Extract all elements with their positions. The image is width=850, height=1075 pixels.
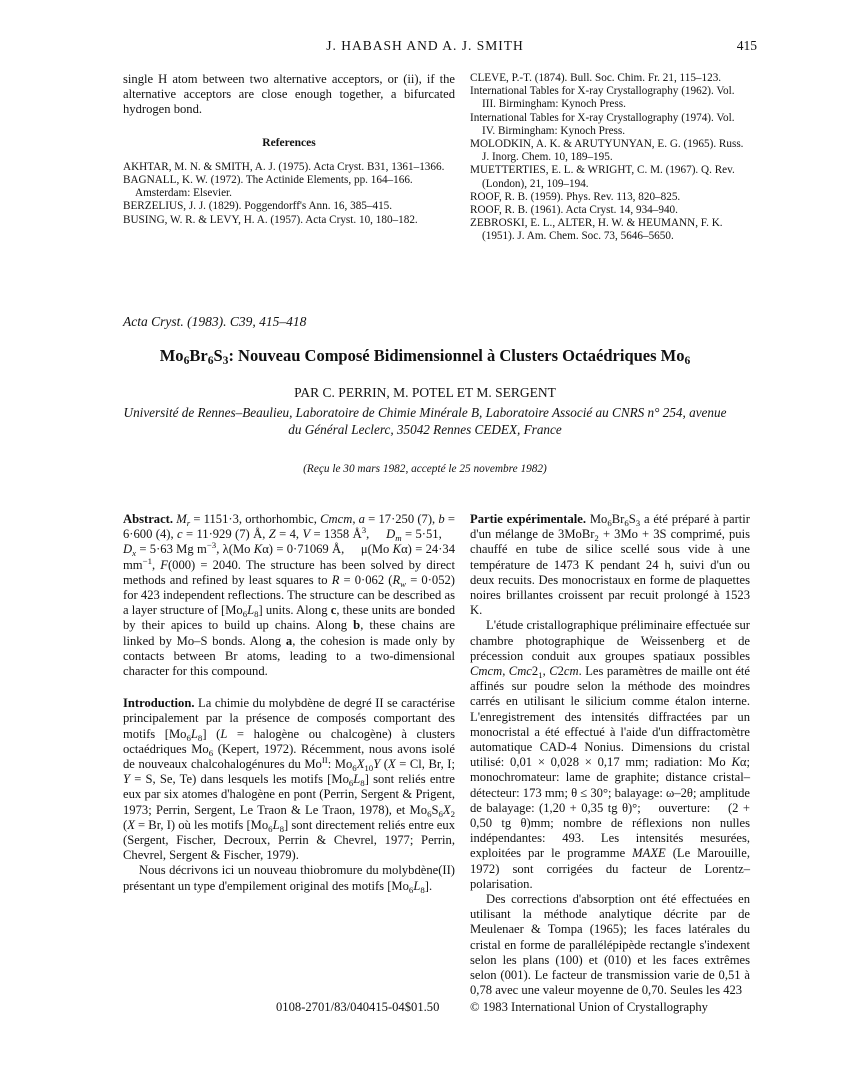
reference-item: International Tables for X-ray Crystallography (1974). Vol. IV. Birmingham: Kynoch Press.	[470, 111, 735, 137]
experimental-paragraph-3: Des corrections d'absorption ont été effectuées en utilisant la méthode analytique décrite par de Meulenaer & Tompa (1965); les faces latérales du cristal en forme de parallélépipède rectangle s'indexent selon les plans (100) et (010) et les faces extrêmes selon (001). Le facteur de transmission varie de 0,51 à 0,78 avec une valeur moyenne de 0,70. Seules les 423	[470, 892, 750, 998]
abstract-paragraph: Abstract. $M_r = 1151\cdot 3$, orthorhombic, Cmcm, a = 17·250 (7), b = 6·600 (4), c = 11·929 (7) Å, Z = 4, V = 1358 $Å^3$, $D_m = 5\cdot 51$, $D_x = 5\cdot 63$ Mg $m^{-3}$, λ(Mo Kα) = 0·71069 Å, μ(Mo Kα) = 24·34 $mm^{-1}$, F(000) = 2040. The structure has been solved by direct methods and refined by least squares to R = 0·062 $(R_w = 0\cdot 052)$ for 423 independent reflections. The structure can be described as a layer structure of $[Mo_6L_8]$ units. Along c, these units are bonded by their apices to build up chains. Along b, these chains are linked by Mo–S bonds. Along a, the cohesion is made only by contacts between Br atoms, leading to a two-dimensional character for this compound.	[123, 512, 456, 679]
running-header-authors: J. HABASH AND A. J. SMITH	[326, 38, 524, 53]
introduction-paragraph: Introduction. La chimie du molybdène de degré II se caractérise principalement par la présence de composés comportant des motifs $[Mo_6L_8] (L$ = halogène ou chalcogène) à clusters octaédriques $Mo_6$ (Kepert, 1972). Récemment, nous avons isolé de nouveaux chalcohalogénures du $Mo^{II}$: $Mo_6X_{10}Y$ (X = Cl, Br, I; Y = S, Se, Te) dans lesquels les motifs $[Mo_6L_8]$ sont reliés entre eux par six atomes d'halogène en pont (Perrin, Sergent & Prigent, 1973; Perrin, Sergent, Le Traon & Le Traon, 1978), et $Mo_6S_6X_2$ (X = Br, I) où les motifs $[Mo_6L_8]$ sont directement reliés entre eux (Sergent, Fischer, Decroux, Perrin & Chevrel, 1977; Perrin, Chevrel, Sergent & Fischer, 1979).	[123, 696, 455, 863]
reference-item: ZEBROSKI, E. L., ALTER, H. W. & HEUMANN, F. K. (1951). J. Am. Chem. Soc. 73, 5646–5650.	[470, 217, 723, 243]
running-header	[0, 38, 850, 58]
article-citation: Acta Cryst. (1983). C39, 415–418	[123, 314, 307, 329]
article-left-column	[123, 512, 455, 894]
references-heading: References	[262, 136, 316, 149]
copyright-line: © 1983 International Union of Crystallography	[470, 1000, 708, 1014]
experimental-paragraph-2: L'étude cristallographique préliminaire effectuée sur chambre photographique de Weissenberg et de précession conduit aux groupes spatiaux possibles Cmcm, $Cmc2_1$, C2cm. Les paramètres de maille ont été affinés sur poudre selon la méthode des moindres carrés en utilisant le silicium comme étalon interne. L'enregistrement des intensités diffractées par un monocristal a été effectué à l'aide d'un diffractomètre automatique CAD-4 Nonius. Dimensions du cristal utilisé: 0,01 × 0,028 × 0,17 mm; radiation: Mo Kα; monochromateur: lame de graphite; distance cristal–détecteur: 173 mm; θ ≤ 30°; balayage: ω–2θ; amplitude de balayage: (1,20 + 0,35 tg θ)°; ouverture: (2 + 0,50 tg θ)mm; nombre de réflexions non nulles indépendantes: 493. Les intensités mesurées, exploitées par le programme MAXE (Le Marouille, 1972) sont corrigées du facteur de Lorentz–polarisation.	[470, 618, 751, 891]
page-number: 415	[736, 38, 757, 53]
reference-item: MUETTERTIES, E. L. & WRIGHT, C. M. (1967). Q. Rev. (London), 21, 109–194.	[470, 164, 735, 190]
prev-article-left-column	[123, 72, 455, 227]
reference-item: CLEVE, P.-T. (1874). Bull. Soc. Chim. Fr. 21, 115–123.	[470, 72, 722, 84]
reference-item: International Tables for X-ray Crystallography (1962). Vol. III. Birmingham: Kynoch Press.	[470, 85, 735, 111]
article-affiliation: Université de Rennes–Beaulieu, Laboratoire de Chimie Minérale B, Laboratoire Associé au CNRS n° 254, avenue du Général Leclerc, 35042 Rennes CEDEX, France	[123, 405, 727, 437]
prev-article-tail: single H atom between two alternative acceptors, or (ii), if the alternative acceptors are close enough together, a bifurcated hydrogen bond.	[123, 72, 455, 117]
references-right	[470, 72, 750, 244]
article-right-column	[470, 512, 750, 999]
experimental-paragraph: Partie expérimentale. $Mo_6Br_6S_3$ a été préparé à partir d'un mélange de 3MoBr$_2$ + 3Mo + 3S comprimé, puis chauffé en tube de silice scellé sous vide à une température de 1473 K pendant 24 h, suivi d'un ou deux recuits. Des monocristaux en forme de plaquettes noires brillantes croissent par recuit prolongé à 1523 K.	[470, 512, 750, 618]
article-title: $Mo_6Br_6S_3$: Nouveau Composé Bidimensionnel à Clusters Octaédriques $Mo_6$	[159, 346, 691, 367]
reference-item: BAGNALL, K. W. (1972). The Actinide Elements, pp. 164–166. Amsterdam: Elsevier.	[123, 174, 413, 200]
article-authors: PAR C. PERRIN, M. POTEL ET M. SERGENT	[294, 385, 556, 400]
reference-item: AKHTAR, M. N. & SMITH, A. J. (1975). Acta Cryst. B31, 1361–1366.	[123, 160, 445, 173]
issn-code: 0108-2701/83/040415-04$01.50	[276, 1000, 440, 1014]
reference-item: ROOF, R. B. (1959). Phys. Rev. 113, 820–825.	[470, 190, 681, 203]
reference-item: BERZELIUS, J. J. (1829). Poggendorff's Ann. 16, 385–415.	[123, 200, 393, 213]
reference-item: MOLODKIN, A. K. & ARUTYUNYAN, E. G. (1965). Russ. J. Inorg. Chem. 10, 189–195.	[470, 138, 744, 164]
reference-item: ROOF, R. B. (1961). Acta Cryst. 14, 934–940.	[470, 204, 678, 217]
reference-item: BUSING, W. R. & LEVY, H. A. (1957). Acta Cryst. 10, 180–182.	[123, 213, 418, 226]
article-received: (Reçu le 30 mars 1982, accepté le 25 novembre 1982)	[303, 463, 547, 475]
references-left	[123, 161, 455, 227]
introduction-paragraph-2: Nous décrivons ici un nouveau thiobromure du molybdène(II) présentant un type d'empilement original des motifs $[Mo_6L_8]$.	[123, 863, 455, 895]
